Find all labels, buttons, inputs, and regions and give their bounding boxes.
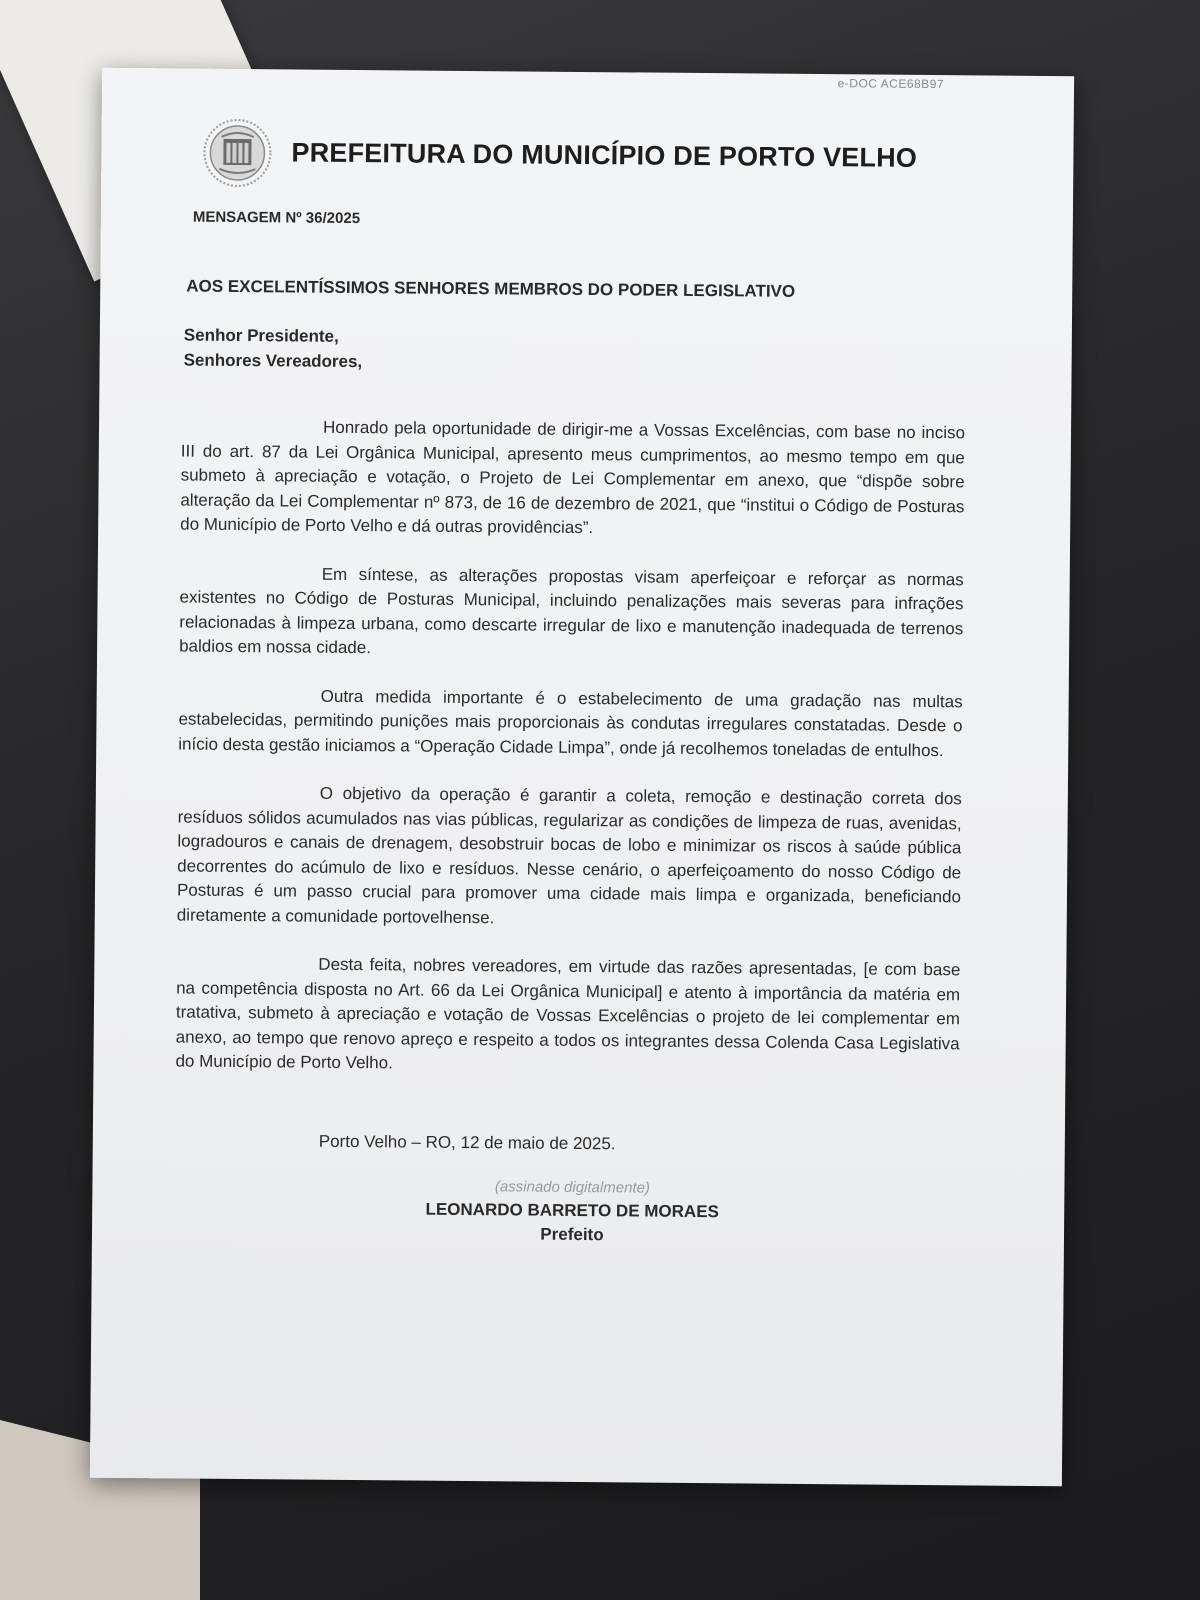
paragraph: Desta feita, nobres vereadores, em virtude das razões apresentadas, [e com base na competência disposta no Art. 66 da Lei Orgânica Municipal] e atento à importância da matéria em tratativa, submeto à apreciação e votação de Vossas Excelências o projeto de lei complementar em anexo, ao tempo que renovo apreço e respeito a todos os integrantes dessa Colenda Casa Legislativa do Município de Porto Velho.: [175, 954, 961, 1073]
paragraph: Honrado pela oportunidade de dirigir-me a Vossas Excelências, com base no inciso III do art. 87 da Lei Orgânica Municipal, apresento meus cumprimentos, ao mesmo tempo em que submeto à apreciação e votação, o Projeto de Lei Complementar em anexo, que “dispõe sobre alteração da Lei Complementar nº 873, de 16 de dezembro de 2021, que “institui o Código de Posturas do Município de Porto Velho e dá outras providências”.: [180, 417, 966, 538]
doc-code: e-DOC ACE68B97: [837, 76, 945, 92]
salutation-line-councilors: Senhores Vereadores,: [183, 350, 363, 372]
document-sheet: [90, 68, 1074, 1486]
signer-name: LEONARDO BARRETO DE MORAES: [425, 1199, 720, 1222]
paragraph: Outra medida importante é o estabelecimento de uma gradação nas multas estabelecidas, permitindo punições mais proporcionais às condutas irregulares constatadas. Desde o início desta gestão iniciamos a “Operação Cidade Limpa”, onde já recolhemos toneladas de entulhos.: [178, 686, 963, 760]
digital-signature-note: (assinado digitalmente): [494, 1178, 651, 1197]
signer-role: Prefeito: [540, 1224, 604, 1245]
salutation-line-president: Senhor Presidente,: [183, 325, 339, 346]
paragraph: O objetivo da operação é garantir a coleta, remoção e destinação correta dos resíduos sólidos acumulados nas vias públicas, regularizar as condições de limpeza de ruas, avenidas, logradouros e canais de drenagem, desobstruir bocas de lobo e minimizar os riscos à saúde pública decorrentes do acúmulo de lixo e resíduos. Nesse cenário, o aperfeiçoamento do nosso Código de Posturas é um passo crucial para promover uma cidade mais limpa e organizada, beneficiando diretamente a comunidade portovelhense.: [176, 783, 962, 927]
salutation: [184, 323, 363, 375]
page-title: PREFEITURA DO MUNICÍPIO DE PORTO VELHO: [291, 137, 918, 173]
letter-body: [175, 414, 965, 1104]
signature-block: [382, 1176, 763, 1248]
municipal-seal-icon: [201, 117, 274, 190]
message-number: MENSAGEM Nº 36/2025: [192, 208, 361, 228]
addressee-heading: AOS EXCELENTÍSSIMOS SENHORES MEMBROS DO PODER LEGISLATIVO: [186, 276, 796, 301]
date-line: Porto Velho – RO, 12 de maio de 2025.: [318, 1131, 616, 1154]
paragraph: Em síntese, as alterações propostas visam aperfeiçoar e reforçar as normas existentes no Código de Posturas Municipal, incluindo penalizações mais severas para infrações relacionadas à limpeza urbana, como descarte irregular de lixo e manutenção inadequada de terrenos baldios em nossa cidade.: [179, 564, 964, 658]
